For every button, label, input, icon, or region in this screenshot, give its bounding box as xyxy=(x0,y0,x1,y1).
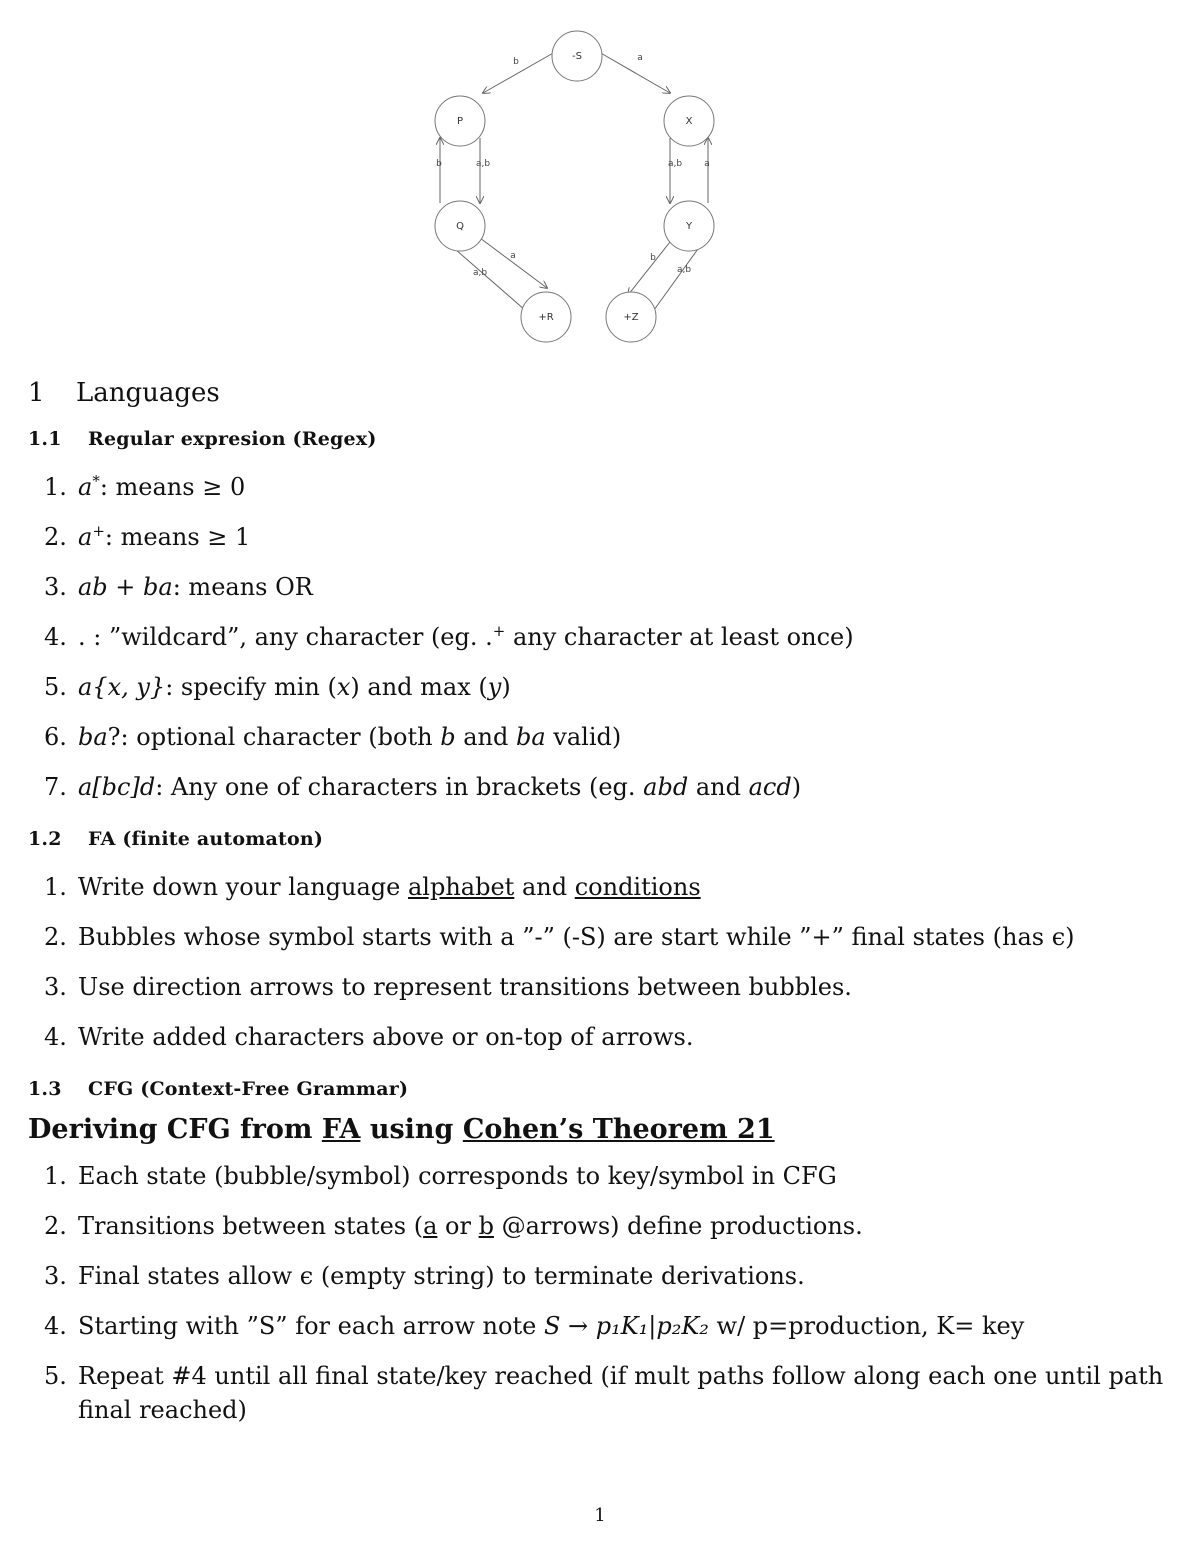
edge-label-r-q: a,b xyxy=(472,268,488,278)
list-item xyxy=(28,1209,1168,1243)
list-item xyxy=(28,1159,1168,1193)
edge-q-r xyxy=(480,238,547,288)
math-braces: a{x, y} xyxy=(78,673,166,701)
theorem-underlined: FA xyxy=(321,1114,361,1145)
fa-diagram-svg xyxy=(400,10,760,345)
math-abd: abd xyxy=(643,773,689,801)
state-x xyxy=(664,96,714,146)
list-item xyxy=(28,470,1168,504)
subsection-heading-regex xyxy=(28,428,1168,450)
edge-label-z-y: a,b xyxy=(676,265,692,275)
item-text-mid: ) and max ( xyxy=(350,673,488,701)
item-text: Starting with ”S” for each arrow note xyxy=(78,1312,544,1340)
edge-label-y-z: b xyxy=(650,253,656,263)
list-item xyxy=(28,870,1168,904)
list-item xyxy=(28,720,1168,754)
item-number: 2. xyxy=(44,523,67,551)
list-item xyxy=(28,570,1168,604)
state-q xyxy=(435,201,485,251)
math-a: a xyxy=(78,523,93,551)
edge-label-q-p: b xyxy=(436,159,442,169)
item-number: 4. xyxy=(44,1023,67,1051)
item-number: 6. xyxy=(44,723,67,751)
item-number: 3. xyxy=(44,573,67,601)
item-text: : Any one of characters in brackets (eg. xyxy=(155,773,644,801)
state-label-r: +R xyxy=(538,312,554,323)
state-label-y: Y xyxy=(685,221,693,232)
item-text: Repeat #4 until all final state/key reached (if mult paths follow along each one until path final reached) xyxy=(78,1362,1164,1424)
item-text: ?: optional character (both xyxy=(107,723,441,751)
theorem-text: Deriving CFG from xyxy=(28,1114,322,1145)
item-text-mid: and xyxy=(688,773,749,801)
item-text: Final states allow ϵ (empty string) to terminate derivations. xyxy=(78,1262,805,1290)
item-text: Bubbles whose symbol starts with a ”-” (-S) are start while ”+” final states (has ϵ) xyxy=(78,923,1075,951)
edge-y-z xyxy=(628,242,670,295)
state-label-x: X xyxy=(685,116,693,127)
state-label-p: P xyxy=(456,116,464,127)
item-text: and xyxy=(514,873,575,901)
item-text: : means ≥ 0 xyxy=(99,473,246,501)
list-item xyxy=(28,1309,1168,1343)
list-item xyxy=(28,620,1168,654)
edge-label-q-r: a xyxy=(510,251,516,261)
item-number: 3. xyxy=(44,973,67,1001)
item-number: 2. xyxy=(44,1212,67,1240)
item-text-end: ) xyxy=(501,673,511,701)
item-number: 5. xyxy=(44,673,67,701)
math-acd: acd xyxy=(748,773,792,801)
subsection-number: 1.2 xyxy=(28,828,62,850)
item-text: or xyxy=(437,1212,479,1240)
item-number: 7. xyxy=(44,773,67,801)
list-item xyxy=(28,1359,1168,1427)
fa-diagram xyxy=(400,10,760,345)
item-number: 4. xyxy=(44,1312,67,1340)
item-text: Each state (bubble/symbol) corresponds to key/symbol in CFG xyxy=(78,1162,837,1190)
list-item xyxy=(28,920,1168,954)
item-number: 5. xyxy=(44,1362,67,1390)
item-number: 2. xyxy=(44,923,67,951)
item-text: : means OR xyxy=(172,573,313,601)
document-content xyxy=(28,378,1168,1451)
item-text: @arrows) define productions. xyxy=(493,1212,863,1240)
item-text: : specify min ( xyxy=(165,673,337,701)
math-ab-ba: ab + ba xyxy=(78,573,173,601)
list-item xyxy=(28,1259,1168,1293)
subsection-heading-fa xyxy=(28,828,1168,850)
state-y xyxy=(664,201,714,251)
underlined-term: alphabet xyxy=(408,873,515,901)
list-item xyxy=(28,670,1168,704)
subsection-heading-cfg xyxy=(28,1078,1168,1100)
math-plus: + xyxy=(92,522,105,540)
underlined-term: conditions xyxy=(574,873,701,901)
subsection-number: 1.1 xyxy=(28,428,62,450)
state-r xyxy=(521,292,571,342)
regex-list xyxy=(28,470,1168,804)
subsection-title: CFG (Context-Free Grammar) xyxy=(88,1078,409,1100)
math-ba: ba xyxy=(515,723,546,751)
item-number: 1. xyxy=(44,473,67,501)
math-x: x xyxy=(336,673,351,701)
item-text: : means ≥ 1 xyxy=(104,523,251,551)
edge-label-x-y: a,b xyxy=(667,159,683,169)
section-number: 1 xyxy=(28,378,45,408)
item-number: 1. xyxy=(44,873,67,901)
state-label-s: -S xyxy=(572,51,582,62)
math-brackets: a[bc]d xyxy=(78,773,156,801)
subsection-title: FA (finite automaton) xyxy=(88,828,324,850)
math-b: b xyxy=(440,723,456,751)
subsection-number: 1.3 xyxy=(28,1078,62,1100)
math-plus: + xyxy=(492,622,506,640)
fa-list xyxy=(28,870,1168,1054)
math-production: S → p₁K₁|p₂K₂ xyxy=(543,1312,709,1340)
state-label-q: Q xyxy=(456,221,464,232)
state-s xyxy=(552,31,602,81)
item-text-tail: any character at least once) xyxy=(505,623,854,651)
math-a: a xyxy=(78,473,93,501)
math-ba: ba xyxy=(78,723,108,751)
item-text-end: ) xyxy=(791,773,802,801)
subsection-title: Regular expresion (Regex) xyxy=(88,428,377,450)
item-text: Transitions between states ( xyxy=(78,1212,424,1240)
cfg-list xyxy=(28,1159,1168,1427)
edge-s-p xyxy=(483,52,555,93)
list-item xyxy=(28,970,1168,1004)
math-star: * xyxy=(92,472,100,490)
section-heading-languages xyxy=(28,378,1168,408)
page-number: 1 xyxy=(594,1505,606,1526)
item-number: 3. xyxy=(44,1262,67,1290)
theorem-text: using xyxy=(360,1114,463,1145)
item-text: Write down your language xyxy=(78,873,408,901)
item-text-end: valid) xyxy=(545,723,622,751)
item-text: . : ”wildcard”, any character (eg. . xyxy=(78,623,493,651)
item-text: Use direction arrows to represent transitions between bubbles. xyxy=(78,973,852,1001)
item-number: 4. xyxy=(44,623,67,651)
list-item xyxy=(28,1020,1168,1054)
item-text: Write added characters above or on-top of arrows. xyxy=(78,1023,694,1051)
theorem-heading xyxy=(28,1114,1168,1145)
edge-label-y-x: a xyxy=(704,159,710,169)
item-number: 1. xyxy=(44,1162,67,1190)
underlined-term: a xyxy=(423,1212,438,1240)
edge-label-s-p: b xyxy=(513,57,519,67)
edge-label-p-q: a,b xyxy=(475,159,491,169)
state-label-z: +Z xyxy=(623,312,639,323)
list-item xyxy=(28,520,1168,554)
math-y: y xyxy=(487,673,502,701)
theorem-underlined: Cohen’s Theorem 21 xyxy=(462,1114,775,1145)
item-text-mid: and xyxy=(455,723,516,751)
state-p xyxy=(435,96,485,146)
list-item xyxy=(28,770,1168,804)
state-z xyxy=(606,292,656,342)
edge-label-s-x: a xyxy=(637,53,643,63)
item-text: w/ p=production, K= key xyxy=(708,1312,1025,1340)
edge-s-x xyxy=(599,52,670,93)
section-title: Languages xyxy=(76,378,220,408)
underlined-term: b xyxy=(478,1212,494,1240)
